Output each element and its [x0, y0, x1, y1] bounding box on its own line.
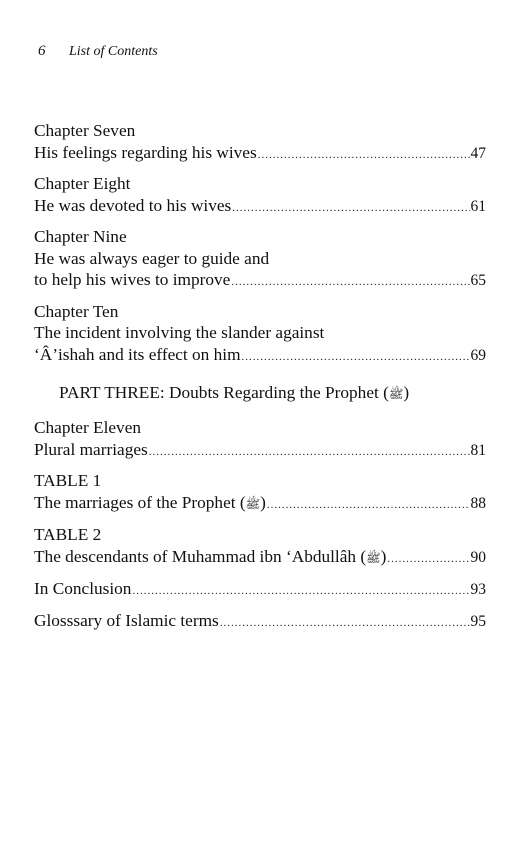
leader-dots — [220, 618, 470, 629]
toc-entry-glossary — [34, 610, 486, 633]
entry-title: Glosssary of Islamic terms — [34, 610, 219, 630]
entry-title: to help his wives to improve — [34, 270, 231, 289]
toc-entry-conclusion — [34, 578, 486, 601]
entry-line[interactable] — [34, 344, 486, 367]
entry-title: His feelings regarding his wives — [34, 142, 257, 162]
entry-heading: TABLE 1 — [34, 471, 102, 490]
toc-entry-chapter-eleven — [34, 417, 486, 461]
toc-entry-chapter-seven — [34, 120, 486, 164]
toc-entry-table-2 — [34, 524, 486, 569]
entry-page: 47 — [470, 144, 486, 162]
running-title: List of Contents — [69, 44, 158, 59]
toc-entry-chapter-ten — [34, 301, 486, 367]
entry-line[interactable] — [34, 492, 486, 516]
close-paren: ) — [260, 492, 266, 512]
entry-title-text: The marriages of the Prophet ( — [34, 492, 246, 512]
entry-line[interactable] — [34, 269, 486, 292]
entry-title: In Conclusion — [34, 579, 132, 598]
entry-heading: Chapter Eight — [34, 174, 131, 193]
entry-title: He was devoted to his wives — [34, 195, 232, 215]
leader-dots — [232, 203, 469, 214]
pbuh-symbol: ﷺ — [388, 387, 404, 401]
entry-page: 69 — [470, 346, 486, 364]
leader-dots — [132, 586, 469, 597]
entry-title — [34, 546, 386, 570]
entry-page: 81 — [470, 441, 486, 459]
leader-dots — [242, 352, 470, 363]
entry-line[interactable] — [34, 142, 486, 165]
entry-title: ‘Â’ishah and its effect on him — [34, 344, 241, 364]
entry-title: Plural marriages — [34, 439, 148, 459]
entry-heading: TABLE 2 — [34, 525, 102, 544]
entry-page: 90 — [470, 548, 486, 566]
leader-dots — [231, 277, 469, 288]
toc-entry-table-1 — [34, 470, 486, 515]
part-close-paren: ) — [403, 383, 410, 402]
entry-line[interactable] — [34, 546, 486, 570]
leader-dots — [149, 447, 470, 458]
leader-dots — [267, 500, 470, 511]
entry-title-text: The descendants of Muhammad ibn ‘Abdullâh ( — [34, 546, 367, 566]
entry-page: 61 — [470, 197, 486, 215]
entry-page: 88 — [470, 494, 486, 512]
entry-heading: Chapter Seven — [34, 121, 136, 140]
leader-dots — [387, 554, 469, 565]
entry-line[interactable] — [34, 195, 486, 218]
entry-heading: Chapter Ten — [34, 301, 119, 321]
entry-line[interactable] — [34, 578, 486, 601]
entry-heading: Chapter Nine — [34, 227, 127, 246]
entry-title — [34, 492, 266, 516]
toc-entry-chapter-eight — [34, 173, 486, 217]
leader-dots — [258, 150, 470, 161]
entry-page: 65 — [470, 272, 486, 289]
page-header — [38, 43, 158, 60]
entry-title-line: He was always eager to guide and — [34, 248, 270, 268]
part-title: PART THREE: Doubts Regarding the Prophet ( — [59, 383, 389, 402]
part-three-heading — [34, 382, 486, 405]
pbuh-symbol: ﷺ — [245, 496, 261, 511]
close-paren: ) — [380, 546, 387, 566]
page-number: 6 — [38, 43, 46, 59]
toc-entry-chapter-nine — [34, 226, 486, 292]
entry-line[interactable] — [34, 610, 486, 633]
entry-title-line: The incident involving the slander against — [34, 323, 325, 342]
entry-line[interactable] — [34, 439, 486, 462]
pbuh-symbol: ﷺ — [366, 550, 381, 565]
entry-page: 93 — [470, 581, 486, 598]
table-of-contents — [34, 120, 486, 641]
entry-heading: Chapter Eleven — [34, 418, 142, 437]
entry-page: 95 — [470, 612, 486, 630]
